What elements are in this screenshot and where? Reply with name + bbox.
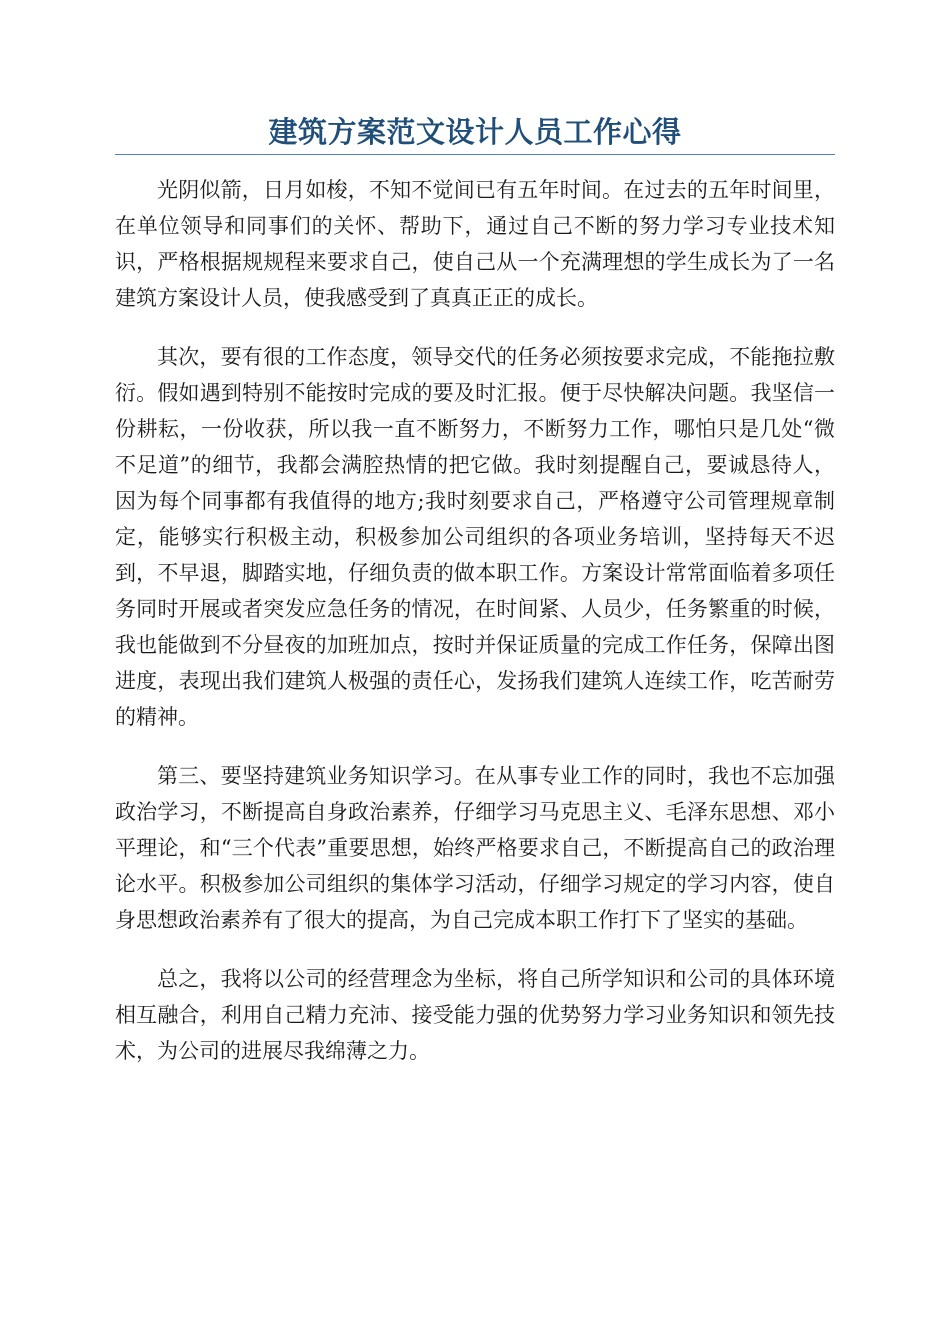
- document-body: [115, 172, 835, 1092]
- paragraph-conclusion: 总之，我将以公司的经营理念为坐标，将自己所学知识和公司的具体环境相互融合，利用自己精力充沛、接受能力强的优势努力学习业务知识和领先技术，为公司的进展尽我绵薄之力。: [115, 967, 835, 1063]
- paragraph-intro: 光阴似箭，日月如梭，不知不觉间已有五年时间。在过去的五年时间里，在单位领导和同事们的关怀、帮助下，通过自己不断的努力学习专业技术知识，严格根据规规程来要求自己，使自己从一个充满理想的学生成长为了一名建筑方案设计人员，使我感受到了真真正正的成长。: [115, 178, 835, 310]
- paragraph-work-attitude: 其次，要有很的工作态度，领导交代的任务必须按要求完成，不能拖拉敷衍。假如遇到特别不能按时完成的要及时汇报。便于尽快解决问题。我坚信一份耕耘，一份收获，所以我一直不断努力，不断努力工作，哪怕只是几处“微不足道”的细节，我都会满腔热情的把它做。我时刻提醒自己，要诚恳待人，因为每个同事都有我值得的地方;我时刻要求自己，严格遵守公司管理规章制定，能够实行积极主动，积极参加公司组织的各项业务培训，坚持每天不迟到，不早退，脚踏实地，仔细负责的做本职工作。方案设计常常面临着多项任务同时开展或者突发应急任务的情况，在时间紧、人员少，任务繁重的时候，我也能做到不分昼夜的加班加点，按时并保证质量的完成工作任务，保障出图进度，表现出我们建筑人极强的责任心，发扬我们建筑人连续工作，吃苦耐劳的精神。: [115, 345, 835, 729]
- document-title: 建筑方案范文设计人员工作心得: [268, 115, 682, 149]
- paragraph-study: 第三、要坚持建筑业务知识学习。在从事专业工作的同时，我也不忘加强政治学习，不断提高自身政治素养，仔细学习马克思主义、毛泽东思想、邓小平理论，和“三个代表”重要思想，始终严格要求自己，不断提高自己的政治理论水平。积极参加公司组织的集体学习活动，仔细学习规定的学习内容，使自身思想政治素养有了很大的提高，为自己完成本职工作打下了坚实的基础。: [115, 764, 835, 932]
- title-underline: [115, 154, 835, 155]
